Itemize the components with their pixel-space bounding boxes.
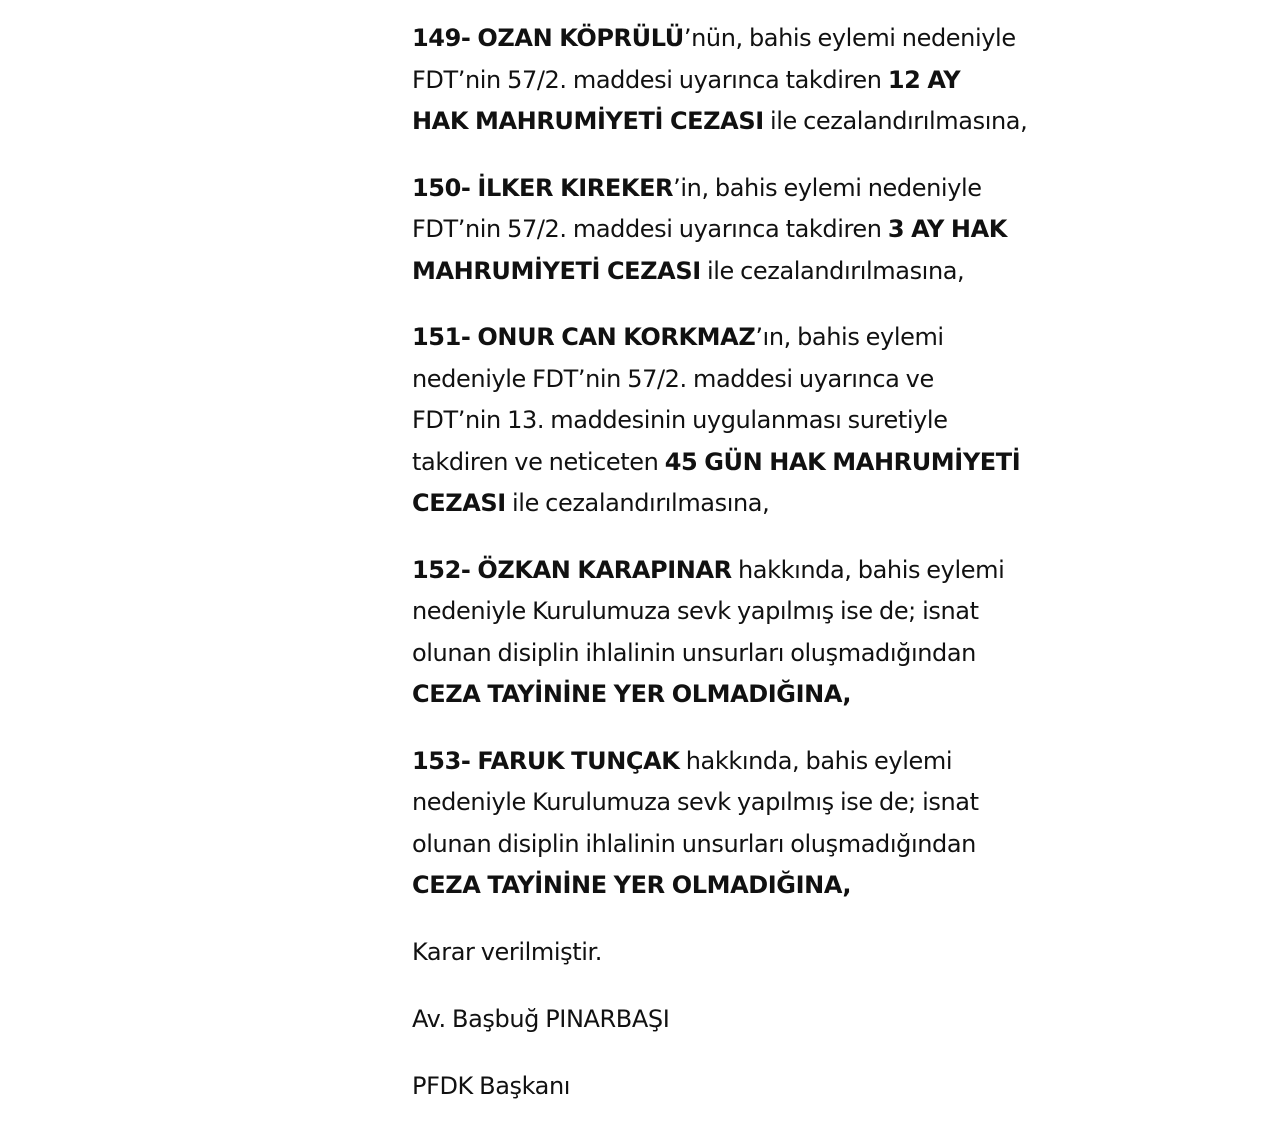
text-segment: ile cezalandırılmasına, (505, 489, 770, 517)
text-segment: hakkında, bahis eylemi (679, 746, 953, 775)
text-line (412, 824, 976, 866)
text-segment: nedeniyle Kurulumuza sevk yapılmış ise de; isnat (412, 597, 979, 625)
decision-paragraph (412, 168, 1007, 293)
bold-text-segment: 152- ÖZKAN KARAPINAR (412, 555, 732, 584)
text-segment: nedeniyle FDT’nin 57/2. maddesi uyarınca ve (412, 364, 934, 393)
bold-text-segment: 153- FARUK TUNÇAK (412, 746, 680, 775)
text-segment: ’ın, bahis eylemi (755, 323, 944, 351)
text-segment: FDT’nin 57/2. maddesi uyarınca takdiren (412, 65, 888, 94)
text-line (412, 209, 1007, 251)
bold-text-segment: HAK MAHRUMİYETİ CEZASI (412, 107, 764, 135)
text-line (412, 251, 972, 293)
text-line (412, 60, 972, 102)
text-segment: nedeniyle Kurulumuza sevk yapılmış ise de; isnat (412, 788, 979, 816)
text-line (412, 168, 982, 210)
text-segment: olunan disiplin ihlalinin unsurları oluşmadığından (412, 638, 976, 667)
text-segment: ile cezalandırılmasına, (700, 256, 965, 285)
text-segment: ’nün, bahis eylemi nedeniyle (683, 24, 1016, 52)
decision-paragraph (412, 550, 1005, 716)
bold-text-segment: 45 GÜN HAK MAHRUMİYETİ (664, 447, 1021, 476)
text-line (412, 633, 976, 675)
bold-text-segment: 151- ONUR CAN KORKMAZ (412, 323, 756, 351)
text-segment: hakkında, bahis eylemi (731, 555, 1005, 584)
text-line (412, 550, 1005, 592)
text-line (412, 317, 972, 359)
bold-text-segment: CEZASI (412, 489, 506, 517)
bold-text-segment: 3 AY HAK (887, 215, 1007, 243)
decision-list (412, 18, 1028, 907)
bold-text-segment: CEZA TAYİNİNE YER OLMADIĞINA, (412, 680, 852, 708)
bold-text-segment: MAHRUMİYETİ CEZASI (412, 256, 701, 285)
decision-paragraph (412, 18, 1028, 143)
text-line (412, 865, 972, 907)
text-line (412, 400, 972, 442)
text-line (412, 483, 972, 525)
text-line (412, 591, 979, 633)
text-segment: ’in, bahis eylemi nedeniyle (673, 173, 982, 202)
text-line (412, 18, 1016, 60)
bold-text-segment: 12 AY (887, 65, 961, 94)
verdict-text: Karar verilmiştir. (412, 937, 602, 966)
bold-text-segment: CEZA TAYİNİNE YER OLMADIĞINA, (412, 871, 852, 899)
decision-paragraph (412, 317, 1021, 525)
signatory-title: PFDK Başkanı (412, 1071, 571, 1100)
text-segment: ile cezalandırılmasına, (763, 107, 1028, 135)
bold-text-segment: 149- OZAN KÖPRÜLÜ (412, 24, 684, 52)
text-line (412, 782, 979, 824)
signatory-name: Av. Başbuğ PINARBAŞI (412, 1004, 670, 1033)
text-segment: FDT’nin 13. maddesinin uygulanması suretiyle (412, 406, 948, 434)
text-segment: FDT’nin 57/2. maddesi uyarınca takdiren (412, 215, 888, 243)
bold-text-segment: 150- İLKER KIREKER (412, 173, 674, 202)
text-segment: takdiren ve neticeten (412, 447, 665, 476)
decision-paragraph (412, 741, 979, 907)
document-body (412, 18, 1028, 1133)
text-line (412, 359, 972, 401)
text-segment: olunan disiplin ihlalinin unsurları oluşmadığından (412, 829, 976, 858)
text-line (412, 442, 1021, 484)
text-line (412, 101, 1028, 143)
text-line (412, 674, 972, 716)
text-line (412, 741, 972, 783)
